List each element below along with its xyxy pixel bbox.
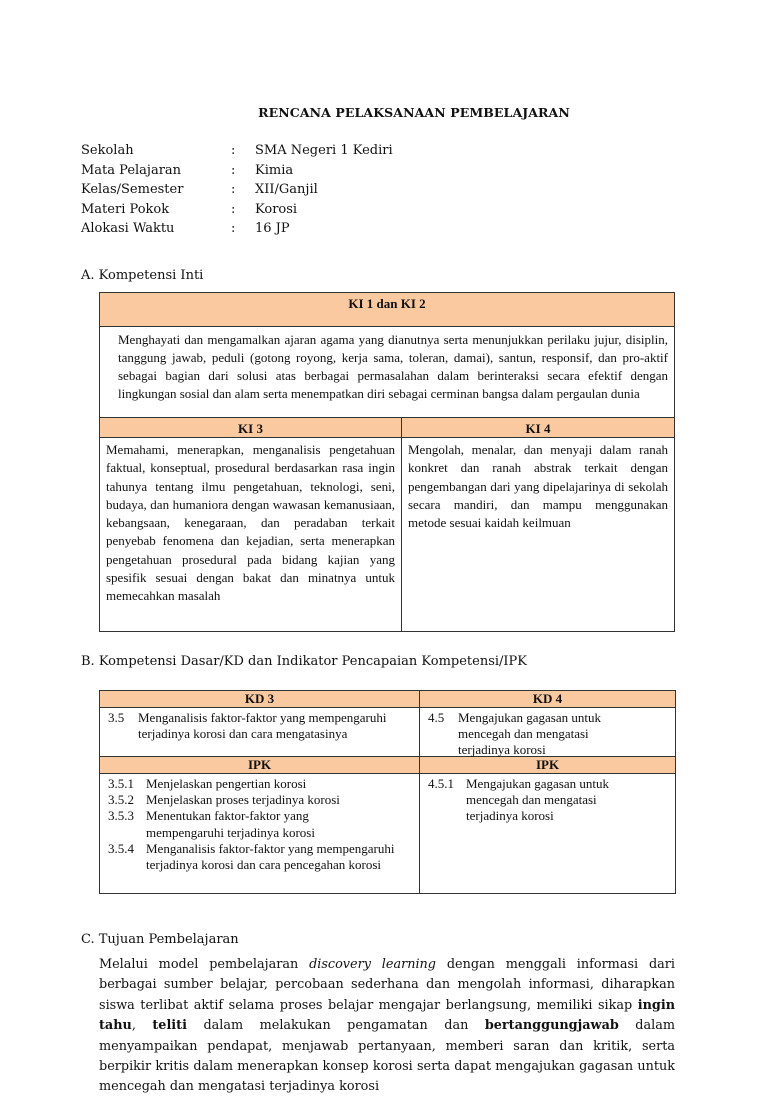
ipk-number: 3.5.4 [108,840,134,856]
info-colon: : [231,182,236,198]
info-row-materi [81,200,393,220]
ki-table [99,292,675,632]
tujuan-bold: ingin tahu [99,997,675,1034]
ki3-text: Memahami, menerapkan, menganalisis pengetahuan faktual, konseptual, prosedural berdasarkan rasa ingin tahunya tentang ilmu pengetahuan, teknologi, seni, budaya, dan humaniora dengan wawasan kemanusiaan, kebangsaan, kenegaraan, dan peradaban terkait penyebab fenomena dan kejadian, serta menerapkan pengetahuan prosedural pada bidang kajian yang spesifik sesuai dengan bakat dan minatnya untuk memecahkan masalah [106,442,395,604]
ipk-text: Menentukan faktor-faktor yang mempengaruhi terjadinya korosi [146,808,315,840]
ipk-item [428,776,669,825]
info-value: Kimia [255,162,294,178]
section-b-heading: B. Kompetensi Dasar/KD dan Indikator Pencapaian Kompetensi/IPK [81,654,528,669]
info-label: Materi Pokok [81,201,170,217]
title-text: RENCANA PELAKSANAAN PEMBELAJARAN [258,105,570,120]
info-value: 16 JP [255,221,290,237]
tujuan-bold: bertanggungjawab [484,1018,619,1034]
ipk-text: Menjelaskan proses terjadinya korosi [146,792,340,808]
tujuan-bold: teliti [152,1018,187,1034]
kd4-content [420,708,675,756]
tujuan-text: dalam menyampaikan pendapat, menjawab pertanyaan, memberi saran dan kritik, serta berpikir kritis dalam menerapkan konsep korosi serta dapat mengajukan gagasan untuk mencegah dan mengatasi terjadinya korosi [99,1018,675,1095]
info-colon: : [231,162,236,178]
ipk4-content [420,774,675,893]
info-label: Kelas/Semester [81,182,184,198]
ki12-text: Menghayati dan mengamalkan ajaran agama yang dianutnya serta menunjukkan perilaku jujur, disiplin, tanggung jawab, peduli (gotong royong, kerja sama, toleran, damai), santun, responsif, dan pro-aktif sebagai bagian dari solusi atas berbagai permasalahan dalam berinteraksi secara efektif dengan lingkungan sosial dan alam serta menempatkan diri sebagai cerminan bangsa dalam pergaulan dunia [118,332,668,401]
kd3-content [100,708,419,756]
ipk3-content [100,774,419,893]
tujuan-text: dengan menggali informasi dari berbagai sumber belajar, percobaan sederhana dan mengolah informasi, diharapkan siswa terlibat aktif selama proses belajar mengajar berlangsung, memiliki sikap [99,957,676,1013]
info-value: SMA Negeri 1 Kediri [255,143,393,158]
tujuan-text: Melalui model pembelajaran [99,957,310,972]
info-colon: : [231,221,236,237]
info-value: Korosi [255,201,298,217]
kd4-cell [420,708,676,757]
kd-item [428,710,669,759]
info-label: Sekolah [81,143,134,158]
ipk4-cell [420,774,676,894]
info-row-mapel [81,161,393,181]
kd4-header: KD 4 [420,691,676,708]
ki3-cell [100,438,402,632]
kd-item [108,710,413,742]
info-colon: : [231,143,236,158]
kd-text: Mengajukan gagasan untuk mencegah dan mengatasi terjadinya korosi [458,710,601,758]
kd-table [99,690,676,894]
info-label: Mata Pelajaran [81,162,182,178]
ipk-number: 3.5.2 [108,792,134,808]
ipk-item [108,776,413,792]
ki4-text: Mengolah, menalar, dan menyaji dalam ranah konkret dan ranah abstrak terkait dengan pengembangan dari yang dipelajarinya di sekolah secara mandiri, dan mampu menggunakan metode sesuai kaidah keilmuan [408,442,668,531]
ipk3-cell [100,774,420,894]
ki12-header: KI 1 dan KI 2 [100,293,675,327]
section-c-heading: C. Tujuan Pembelajaran [81,932,239,947]
ipk-number: 3.5.1 [108,776,134,791]
info-row-sekolah [81,141,393,161]
ipk-item [108,792,413,808]
section-a-heading: A. Kompetensi Inti [81,268,204,283]
ipk-text: Menjelaskan pengertian korosi [146,776,307,791]
ipk3-header: IPK [100,757,420,774]
tujuan-text: , [131,1018,153,1034]
info-row-alokasi [81,219,393,239]
info-label: Alokasi Waktu [81,221,175,237]
kd-number: 3.5 [108,710,125,725]
kd3-header: KD 3 [100,691,420,708]
ipk-item [108,841,413,873]
ipk-item [108,808,413,840]
kd3-cell [100,708,420,757]
ki3-header: KI 3 [100,418,402,438]
info-row-kelas [81,180,393,200]
tujuan-emphasis: discovery learning [309,957,436,972]
ipk-number: 3.5.3 [108,808,134,824]
info-block [81,141,393,239]
ipk-text: Menganalisis faktor-faktor yang mempengaruhi terjadinya korosi dan cara pencegahan korosi [146,840,395,873]
kd-number: 4.5 [428,710,445,725]
ki4-cell [402,438,675,632]
info-colon: : [231,201,236,217]
ipk-number: 4.5.1 [428,776,454,791]
ki12-cell [100,327,675,418]
info-value: XII/Ganjil [255,182,318,198]
document-title [0,105,768,120]
tujuan-paragraph [99,955,675,1098]
ipk-text: Mengajukan gagasan untuk mencegah dan mengatasi terjadinya korosi [466,776,609,824]
ki4-header: KI 4 [402,418,675,438]
tujuan-text: dalam melakukan pengamatan dan [186,1018,485,1034]
ipk4-header: IPK [420,757,676,774]
kd-text: Menganalisis faktor-faktor yang mempengaruhi terjadinya korosi dan cara mengatasinya [138,710,387,742]
